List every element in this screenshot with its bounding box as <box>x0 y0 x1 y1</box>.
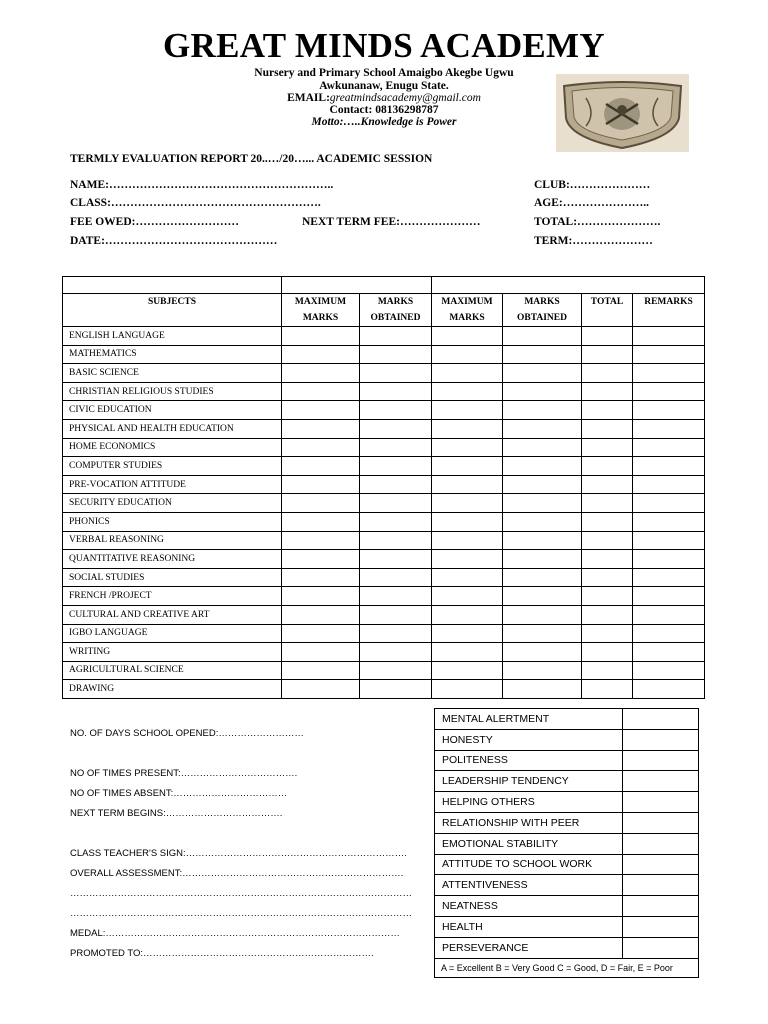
school-type-line: Nursery and Primary School Amaigbo Akegbe Ugwu <box>254 67 514 79</box>
score-cell <box>503 345 582 364</box>
trait-row <box>435 792 699 813</box>
table-row <box>63 438 705 457</box>
traits-table <box>434 708 699 978</box>
score-cell <box>503 364 582 383</box>
trait-row <box>435 854 699 875</box>
trait-label: ATTENTIVENESS <box>435 875 623 896</box>
score-cell <box>282 587 360 606</box>
score-cell <box>503 457 582 476</box>
trait-label: HELPING OTHERS <box>435 792 623 813</box>
score-cell <box>282 661 360 680</box>
score-cell <box>432 419 503 438</box>
score-cell <box>633 457 705 476</box>
subject-name: SECURITY EDUCATION <box>63 494 282 513</box>
days-opened-field: NO. OF DAYS SCHOOL OPENED:……………………… <box>70 728 304 739</box>
score-cell <box>633 419 705 438</box>
subject-name: AGRICULTURAL SCIENCE <box>63 661 282 680</box>
table-header-text: MARKS <box>524 297 560 307</box>
score-cell <box>503 382 582 401</box>
score-cell <box>282 401 360 420</box>
score-cell <box>503 494 582 513</box>
subject-name: ENGLISH LANGUAGE <box>63 327 282 346</box>
score-cell <box>360 531 432 550</box>
trait-grade-cell <box>623 916 699 937</box>
subject-name: BASIC SCIENCE <box>63 364 282 383</box>
school-contact-line: Contact: 08136298787 <box>329 104 439 116</box>
subject-name: CHRISTIAN RELIGIOUS STUDIES <box>63 382 282 401</box>
table-blank-cell <box>63 277 282 294</box>
trait-grade-cell <box>623 709 699 730</box>
score-cell <box>633 587 705 606</box>
score-cell <box>633 475 705 494</box>
score-cell <box>432 438 503 457</box>
term-field: TERM:………………… <box>534 235 653 247</box>
table-row <box>63 475 705 494</box>
trait-grade-cell <box>623 937 699 958</box>
table-header-text: OBTAINED <box>517 313 567 323</box>
score-cell <box>360 661 432 680</box>
subject-name: QUANTITATIVE REASONING <box>63 550 282 569</box>
trait-label: EMOTIONAL STABILITY <box>435 833 623 854</box>
table-header-text: MARKS <box>377 297 414 307</box>
table-row <box>63 624 705 643</box>
score-cell <box>503 624 582 643</box>
score-cell <box>432 512 503 531</box>
score-cell <box>582 643 633 662</box>
score-cell <box>282 605 360 624</box>
table-header-cell <box>63 294 282 327</box>
score-cell <box>432 624 503 643</box>
assessment-dots-line-1: ……………………………………………………………………………………………… <box>70 888 412 899</box>
score-cell <box>582 382 633 401</box>
score-cell <box>360 512 432 531</box>
score-cell <box>282 419 360 438</box>
table-blank-cell <box>282 277 432 294</box>
score-cell <box>360 327 432 346</box>
score-cell <box>633 550 705 569</box>
table-header-text: MAXIMUM <box>294 297 347 307</box>
score-cell <box>503 531 582 550</box>
table-header-cell <box>282 294 360 327</box>
class-field: CLASS:………………………………………………. <box>70 197 321 209</box>
score-cell <box>633 494 705 513</box>
school-crest-icon <box>556 74 689 152</box>
score-cell <box>282 345 360 364</box>
score-cell <box>360 550 432 569</box>
score-cell <box>633 568 705 587</box>
trait-row <box>435 916 699 937</box>
table-header-text: TOTAL <box>590 297 624 307</box>
score-cell <box>633 345 705 364</box>
table-row <box>63 605 705 624</box>
score-cell <box>432 605 503 624</box>
score-cell <box>432 587 503 606</box>
score-cell <box>503 401 582 420</box>
score-cell <box>360 568 432 587</box>
name-field: NAME:………………………………………………….. <box>70 179 334 191</box>
trait-row <box>435 937 699 958</box>
score-cell <box>582 364 633 383</box>
score-cell <box>360 457 432 476</box>
score-cell <box>633 531 705 550</box>
score-cell <box>582 587 633 606</box>
score-cell <box>282 550 360 569</box>
score-cell <box>282 457 360 476</box>
score-cell <box>432 494 503 513</box>
subject-name: CULTURAL AND CREATIVE ART <box>63 605 282 624</box>
trait-label: LEADERSHIP TENDENCY <box>435 771 623 792</box>
score-cell <box>360 605 432 624</box>
table-row <box>63 680 705 699</box>
trait-grade-cell <box>623 792 699 813</box>
score-cell <box>582 531 633 550</box>
trait-grade-cell <box>623 896 699 917</box>
trait-grade-cell <box>623 729 699 750</box>
score-cell <box>503 550 582 569</box>
table-row <box>63 401 705 420</box>
score-cell <box>282 382 360 401</box>
score-cell <box>432 475 503 494</box>
trait-grade-cell <box>623 771 699 792</box>
score-cell <box>360 680 432 699</box>
table-row <box>63 661 705 680</box>
subject-name: WRITING <box>63 643 282 662</box>
trait-label: POLITENESS <box>435 750 623 771</box>
subject-name: PRE-VOCATION ATTITUDE <box>63 475 282 494</box>
trait-grade-cell <box>623 854 699 875</box>
trait-label: RELATIONSHIP WITH PEER <box>435 812 623 833</box>
score-cell <box>503 661 582 680</box>
subject-name: CIVIC EDUCATION <box>63 401 282 420</box>
score-cell <box>633 643 705 662</box>
score-cell <box>432 680 503 699</box>
table-header-text: REMARKS <box>644 297 693 307</box>
table-row <box>63 550 705 569</box>
subject-name: SOCIAL STUDIES <box>63 568 282 587</box>
subject-name: COMPUTER STUDIES <box>63 457 282 476</box>
score-cell <box>360 401 432 420</box>
trait-label: HONESTY <box>435 729 623 750</box>
table-header-text: OBTAINED <box>370 313 421 323</box>
table-row <box>63 568 705 587</box>
times-present-field: NO OF TIMES PRESENT:………………………………. <box>70 768 298 779</box>
trait-grade-cell <box>623 812 699 833</box>
grade-key: A = Excellent B = Very Good C = Good, D = Fair, E = Poor <box>435 958 699 977</box>
score-cell <box>282 438 360 457</box>
table-row <box>63 457 705 476</box>
score-cell <box>582 550 633 569</box>
score-cell <box>503 605 582 624</box>
report-title: TERMLY EVALUATION REPORT 20..…/20…... ACADEMIC SESSION <box>70 153 433 165</box>
table-header-cell <box>503 294 582 327</box>
score-cell <box>360 419 432 438</box>
score-cell <box>360 475 432 494</box>
score-cell <box>360 438 432 457</box>
table-row <box>63 643 705 662</box>
score-cell <box>582 345 633 364</box>
motto-label: Motto: <box>311 116 344 128</box>
score-cell <box>503 419 582 438</box>
table-row <box>63 512 705 531</box>
table-header-text: MARKS <box>302 313 339 323</box>
table-row <box>63 531 705 550</box>
score-cell <box>503 475 582 494</box>
table-row <box>63 327 705 346</box>
score-cell <box>432 568 503 587</box>
score-cell <box>503 587 582 606</box>
club-field: CLUB:………………… <box>534 179 651 191</box>
subject-name: HOME ECONOMICS <box>63 438 282 457</box>
score-cell <box>360 624 432 643</box>
score-cell <box>582 680 633 699</box>
overall-assessment-field: OVERALL ASSESSMENT:……………………………………………………………. <box>70 868 404 879</box>
total-field: TOTAL:…………………. <box>534 216 661 228</box>
score-cell <box>432 457 503 476</box>
score-cell <box>633 512 705 531</box>
score-cell <box>432 401 503 420</box>
score-cell <box>503 438 582 457</box>
medal-field: MEDAL:………………………………………………………………………………… <box>70 928 400 939</box>
score-cell <box>582 401 633 420</box>
score-cell <box>503 512 582 531</box>
score-cell <box>432 643 503 662</box>
subject-name: IGBO LANGUAGE <box>63 624 282 643</box>
score-cell <box>582 512 633 531</box>
score-cell <box>360 345 432 364</box>
score-cell <box>282 475 360 494</box>
score-cell <box>582 419 633 438</box>
next-term-begins-field: NEXT TERM BEGINS:………………………………. <box>70 808 283 819</box>
trait-label: MENTAL ALERTMENT <box>435 709 623 730</box>
score-cell <box>282 531 360 550</box>
score-cell <box>282 680 360 699</box>
table-row <box>63 419 705 438</box>
score-cell <box>633 327 705 346</box>
score-cell <box>503 327 582 346</box>
score-cell <box>360 643 432 662</box>
email-value: greatmindsacademy@gmail.com <box>329 92 481 104</box>
marks-table <box>62 276 705 699</box>
score-cell <box>282 512 360 531</box>
score-cell <box>633 382 705 401</box>
table-header-text: SUBJECTS <box>147 297 197 307</box>
trait-row <box>435 896 699 917</box>
table-row <box>63 494 705 513</box>
score-cell <box>633 438 705 457</box>
score-cell <box>360 494 432 513</box>
score-cell <box>360 382 432 401</box>
trait-grade-cell <box>623 833 699 854</box>
trait-grade-cell <box>623 750 699 771</box>
score-cell <box>633 680 705 699</box>
trait-row <box>435 729 699 750</box>
next-term-fee-field: NEXT TERM FEE:………………… <box>302 216 481 228</box>
score-cell <box>582 475 633 494</box>
school-name: GREAT MINDS ACADEMY <box>163 26 605 65</box>
fee-owed-field: FEE OWED:……………………… <box>70 216 239 228</box>
score-cell <box>432 364 503 383</box>
table-header-text: MARKS <box>449 313 485 323</box>
table-header-text: MAXIMUM <box>441 297 493 307</box>
score-cell <box>633 661 705 680</box>
table-header-cell <box>432 294 503 327</box>
score-cell <box>360 587 432 606</box>
score-cell <box>633 624 705 643</box>
score-cell <box>633 605 705 624</box>
score-cell <box>582 605 633 624</box>
score-cell <box>582 661 633 680</box>
trait-label: NEATNESS <box>435 896 623 917</box>
score-cell <box>432 531 503 550</box>
score-cell <box>582 568 633 587</box>
score-cell <box>582 624 633 643</box>
grade-key-row <box>435 958 699 977</box>
score-cell <box>432 327 503 346</box>
email-label: EMAIL: <box>287 92 330 104</box>
score-cell <box>432 550 503 569</box>
score-cell <box>503 568 582 587</box>
table-header-cell <box>582 294 633 327</box>
trait-row <box>435 750 699 771</box>
date-field: DATE:……………………………………… <box>70 235 278 247</box>
score-cell <box>633 401 705 420</box>
subject-name: PHONICS <box>63 512 282 531</box>
trait-grade-cell <box>623 875 699 896</box>
table-header-cell <box>633 294 705 327</box>
score-cell <box>282 624 360 643</box>
score-cell <box>432 345 503 364</box>
score-cell <box>282 364 360 383</box>
trait-label: PERSEVERANCE <box>435 937 623 958</box>
table-row <box>63 382 705 401</box>
score-cell <box>360 364 432 383</box>
trait-label: HEALTH <box>435 916 623 937</box>
trait-row <box>435 875 699 896</box>
score-cell <box>282 327 360 346</box>
table-blank-cell <box>432 277 705 294</box>
table-group-header-row <box>63 277 705 294</box>
score-cell <box>282 643 360 662</box>
score-cell <box>633 364 705 383</box>
table-header-cell <box>360 294 432 327</box>
trait-label: ATTITUDE TO SCHOOL WORK <box>435 854 623 875</box>
promoted-to-field: PROMOTED TO:………………………………………………………………. <box>70 948 374 959</box>
table-row <box>63 364 705 383</box>
score-cell <box>582 327 633 346</box>
table-row <box>63 587 705 606</box>
times-absent-field: NO OF TIMES ABSENT:……………………………… <box>70 788 288 799</box>
score-cell <box>432 661 503 680</box>
table-header-row <box>63 294 705 327</box>
trait-row <box>435 812 699 833</box>
table-row <box>63 345 705 364</box>
school-address-line: Awkunanaw, Enugu State. <box>319 80 449 92</box>
score-cell <box>282 494 360 513</box>
age-field: AGE:………………….. <box>534 197 649 209</box>
score-cell <box>282 568 360 587</box>
subject-name: FRENCH /PROJECT <box>63 587 282 606</box>
score-cell <box>503 680 582 699</box>
score-cell <box>432 382 503 401</box>
assessment-dots-line-2: ……………………………………………………………………………………………… <box>70 908 412 919</box>
subject-name: PHYSICAL AND HEALTH EDUCATION <box>63 419 282 438</box>
score-cell <box>503 643 582 662</box>
score-cell <box>582 457 633 476</box>
trait-row <box>435 709 699 730</box>
subject-name: MATHEMATICS <box>63 345 282 364</box>
motto-value: …..Knowledge is Power <box>343 116 457 128</box>
subject-name: VERBAL REASONING <box>63 531 282 550</box>
trait-row <box>435 771 699 792</box>
trait-row <box>435 833 699 854</box>
subject-name: DRAWING <box>63 680 282 699</box>
class-teacher-sign-field: CLASS TEACHER'S SIGN:……………………………………………………………. <box>70 848 407 859</box>
score-cell <box>582 438 633 457</box>
score-cell <box>582 494 633 513</box>
